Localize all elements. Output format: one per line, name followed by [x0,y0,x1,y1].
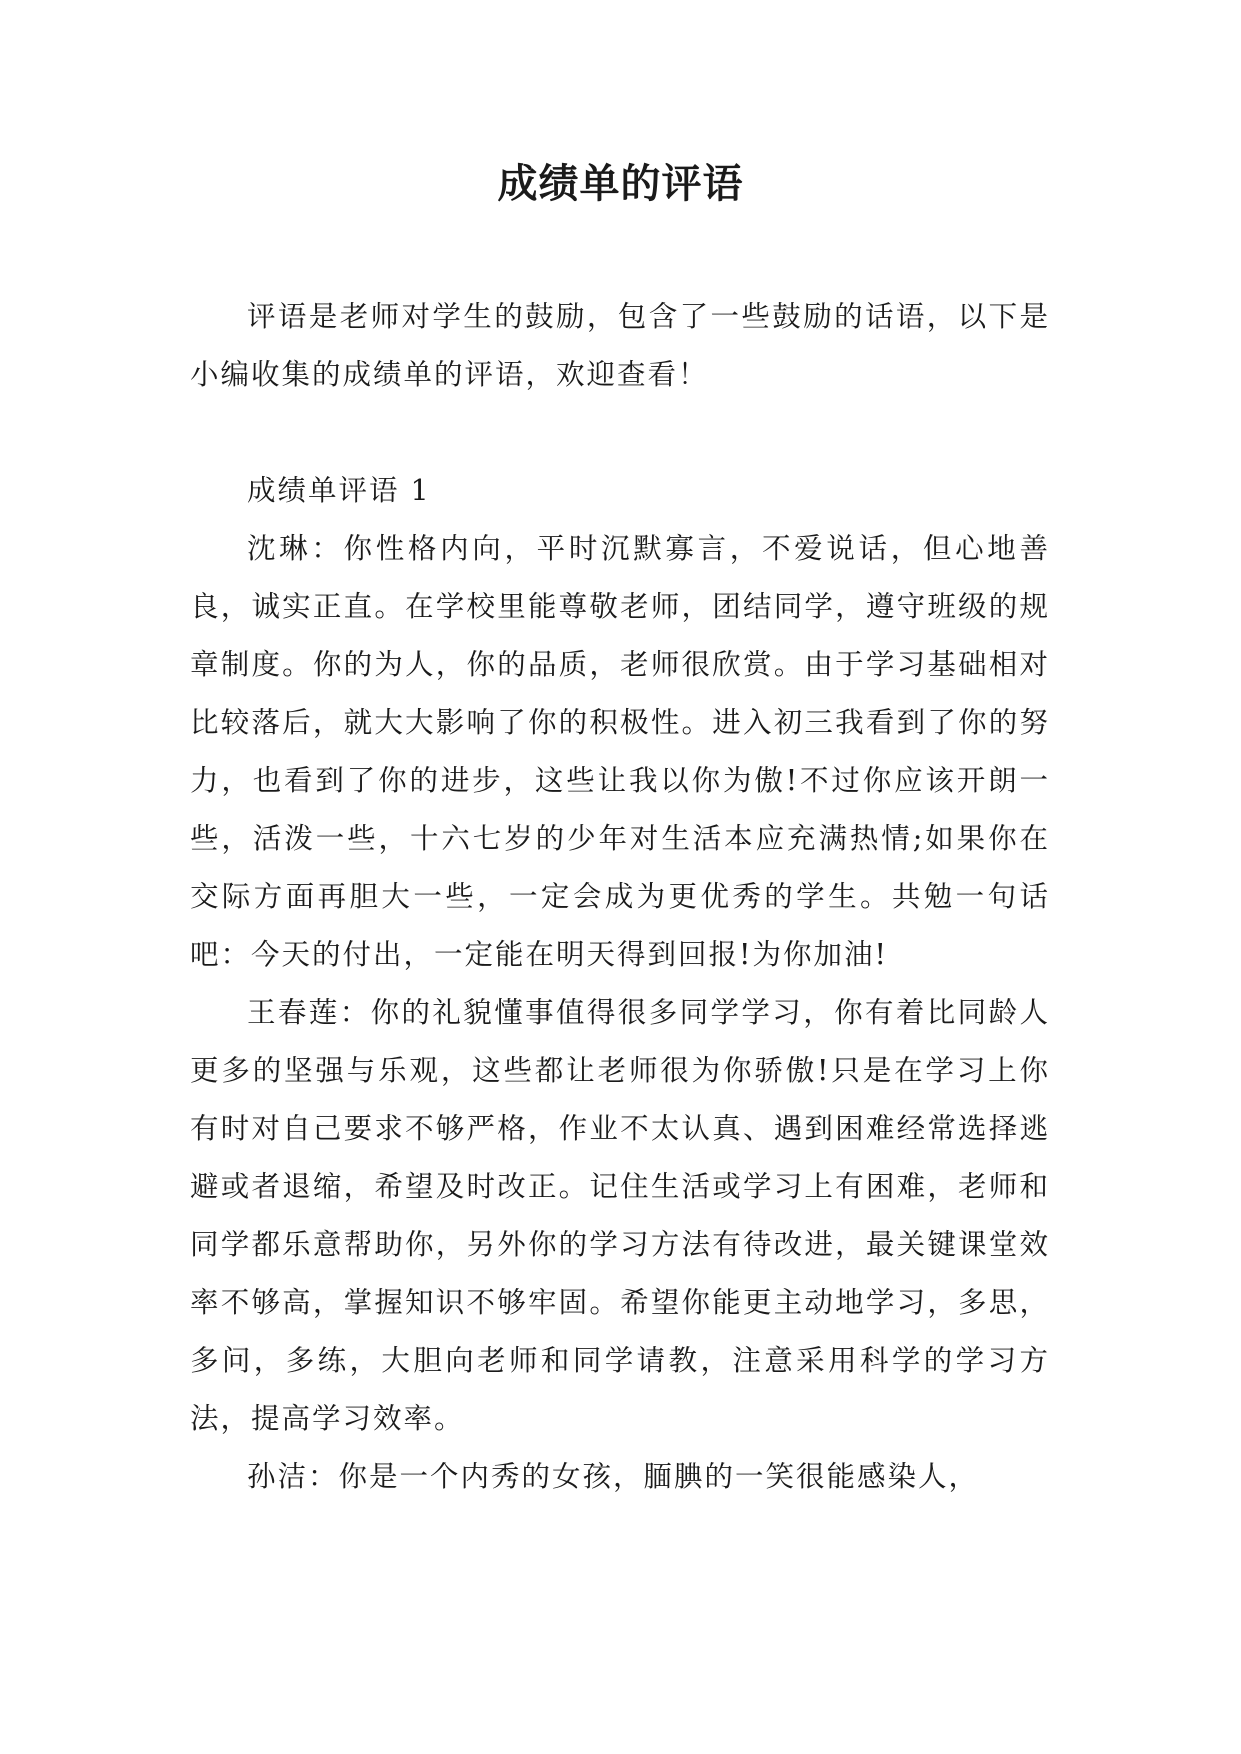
comment-paragraph: 沈琳：你性格内向，平时沉默寡言，不爱说话，但心地善良，诚实正直。在学校里能尊敬老师，团结同学，遵守班级的规章制度。你的为人，你的品质，老师很欣赏。由于学习基础相对比较落后，就大大影响了你的积极性。进入初三我看到了你的努力，也看到了你的进步，这些让我以你为傲!不过你应该开朗一些，活泼一些，十六七岁的少年对生活本应充满热情;如果你在交际方面再胆大一些，一定会成为更优秀的学生。共勉一句话吧：今天的付出，一定能在明天得到回报!为你加油! [190,532,1050,971]
intro-block [190,288,1050,404]
comment-paragraph: 王春莲：你的礼貌懂事值得很多同学学习，你有着比同龄人更多的坚强与乐观，这些都让老师很为你骄傲!只是在学习上你有时对自己要求不够严格，作业不太认真、遇到困难经常选择逃避或者退缩，希望及时改正。记住生活或学习上有困难，老师和同学都乐意帮助你，另外你的学习方法有待改进，最关键课堂效率不够高，掌握知识不够牢固。希望你能更主动地学习，多思，多问，多练，大胆向老师和同学请教，注意采用科学的学习方法，提高学习效率。 [190,996,1050,1435]
intro-paragraph: 评语是老师对学生的鼓励，包含了一些鼓励的话语，以下是小编收集的成绩单的评语，欢迎查看！ [190,300,1050,391]
section-heading: 成绩单评语 1 [247,474,431,507]
document-title: 成绩单的评语 [497,161,744,207]
comment-paragraph: 孙洁：你是一个内秀的女孩，腼腆的一笑很能感染人， [247,1460,980,1493]
comments-section [190,462,1050,1506]
